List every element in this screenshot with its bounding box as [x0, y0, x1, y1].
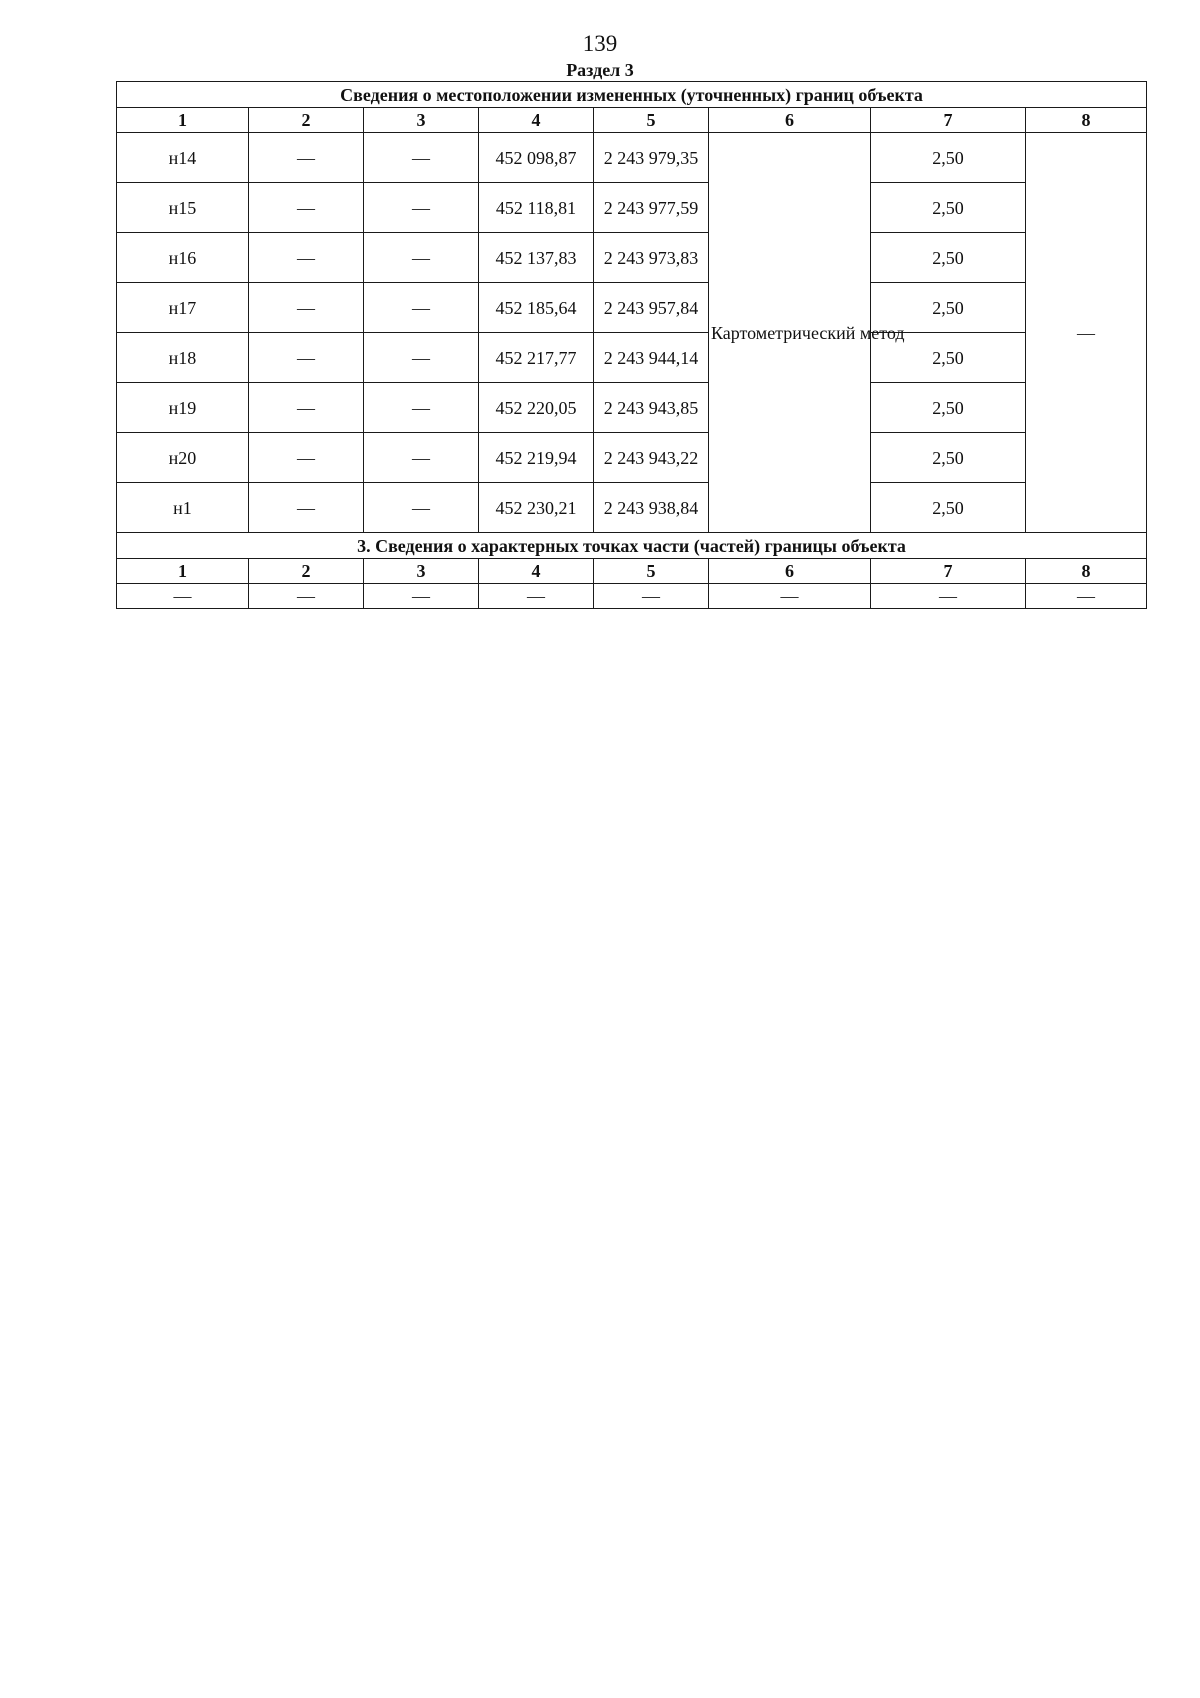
table-row: [117, 333, 1147, 383]
table-row: [117, 483, 1147, 533]
dash-cell: —: [249, 333, 364, 383]
y-coordinate: 2 243 973,83: [594, 233, 709, 283]
point-label: н17: [117, 283, 249, 333]
dash-cell: —: [709, 584, 871, 609]
dash-cell: —: [364, 383, 479, 433]
y-coordinate: 2 243 977,59: [594, 183, 709, 233]
x-coordinate: 452 230,21: [479, 483, 594, 533]
accuracy-value: 2,50: [871, 483, 1026, 533]
dash-cell: —: [249, 133, 364, 183]
y-coordinate: 2 243 943,22: [594, 433, 709, 483]
table-title: Сведения о местоположении измененных (уточненных) границ объекта: [117, 82, 1147, 108]
x-coordinate: 452 217,77: [479, 333, 594, 383]
dash-cell: —: [479, 584, 594, 609]
column-number: 3: [364, 559, 479, 584]
point-label: н18: [117, 333, 249, 383]
dash-cell: —: [364, 483, 479, 533]
column-number: 6: [709, 559, 871, 584]
table-row: [117, 283, 1147, 333]
column-number: 7: [871, 108, 1026, 133]
column-number: 3: [364, 108, 479, 133]
method-cell: Картометрический метод: [709, 133, 871, 533]
dash-cell: —: [364, 133, 479, 183]
point-label: н15: [117, 183, 249, 233]
subsection-title-row: [117, 533, 1147, 559]
accuracy-value: 2,50: [871, 133, 1026, 183]
column-8-cell: —: [1026, 133, 1147, 533]
x-coordinate: 452 219,94: [479, 433, 594, 483]
column-number: 6: [709, 108, 871, 133]
dash-cell: —: [364, 433, 479, 483]
dash-cell: —: [364, 333, 479, 383]
accuracy-value: 2,50: [871, 183, 1026, 233]
dash-cell: —: [249, 283, 364, 333]
section-title: Раздел 3: [566, 60, 634, 80]
dash-cell: —: [249, 233, 364, 283]
table-row: [117, 133, 1147, 183]
column-number: 4: [479, 108, 594, 133]
column-number: 7: [871, 559, 1026, 584]
x-coordinate: 452 185,64: [479, 283, 594, 333]
x-coordinate: 452 220,05: [479, 383, 594, 433]
point-label: н20: [117, 433, 249, 483]
table-row: [117, 383, 1147, 433]
accuracy-value: 2,50: [871, 433, 1026, 483]
accuracy-value: 2,50: [871, 383, 1026, 433]
y-coordinate: 2 243 957,84: [594, 283, 709, 333]
y-coordinate: 2 243 943,85: [594, 383, 709, 433]
table-row: [117, 433, 1147, 483]
table-row: [117, 233, 1147, 283]
column-number-row: [117, 108, 1147, 133]
accuracy-value: 2,50: [871, 233, 1026, 283]
column-number-row: [117, 559, 1147, 584]
column-number: 5: [594, 108, 709, 133]
column-number: 5: [594, 559, 709, 584]
boundary-table: [116, 81, 1147, 609]
column-number: 1: [117, 559, 249, 584]
dash-cell: —: [249, 584, 364, 609]
table-title-row: [117, 82, 1147, 108]
dash-cell: —: [364, 183, 479, 233]
column-number: 4: [479, 559, 594, 584]
dash-cell: —: [364, 233, 479, 283]
point-label: н14: [117, 133, 249, 183]
column-number: 8: [1026, 108, 1147, 133]
point-label: н16: [117, 233, 249, 283]
y-coordinate: 2 243 944,14: [594, 333, 709, 383]
accuracy-value: 2,50: [871, 283, 1026, 333]
dash-cell: —: [249, 383, 364, 433]
dash-cell: —: [1026, 584, 1147, 609]
column-number: 2: [249, 108, 364, 133]
point-label: н19: [117, 383, 249, 433]
dash-cell: —: [117, 584, 249, 609]
table-row: [117, 584, 1147, 609]
subsection-title: 3. Сведения о характерных точках части (частей) границы объекта: [117, 533, 1147, 559]
x-coordinate: 452 137,83: [479, 233, 594, 283]
column-number: 8: [1026, 559, 1147, 584]
x-coordinate: 452 118,81: [479, 183, 594, 233]
point-label: н1: [117, 483, 249, 533]
table-row: [117, 183, 1147, 233]
dash-cell: —: [594, 584, 709, 609]
column-number: 1: [117, 108, 249, 133]
y-coordinate: 2 243 938,84: [594, 483, 709, 533]
dash-cell: —: [871, 584, 1026, 609]
y-coordinate: 2 243 979,35: [594, 133, 709, 183]
x-coordinate: 452 098,87: [479, 133, 594, 183]
dash-cell: —: [249, 433, 364, 483]
dash-cell: —: [249, 183, 364, 233]
dash-cell: —: [249, 483, 364, 533]
accuracy-value: 2,50: [871, 333, 1026, 383]
dash-cell: —: [364, 283, 479, 333]
column-number: 2: [249, 559, 364, 584]
dash-cell: —: [364, 584, 479, 609]
page-number: 139: [582, 31, 618, 56]
